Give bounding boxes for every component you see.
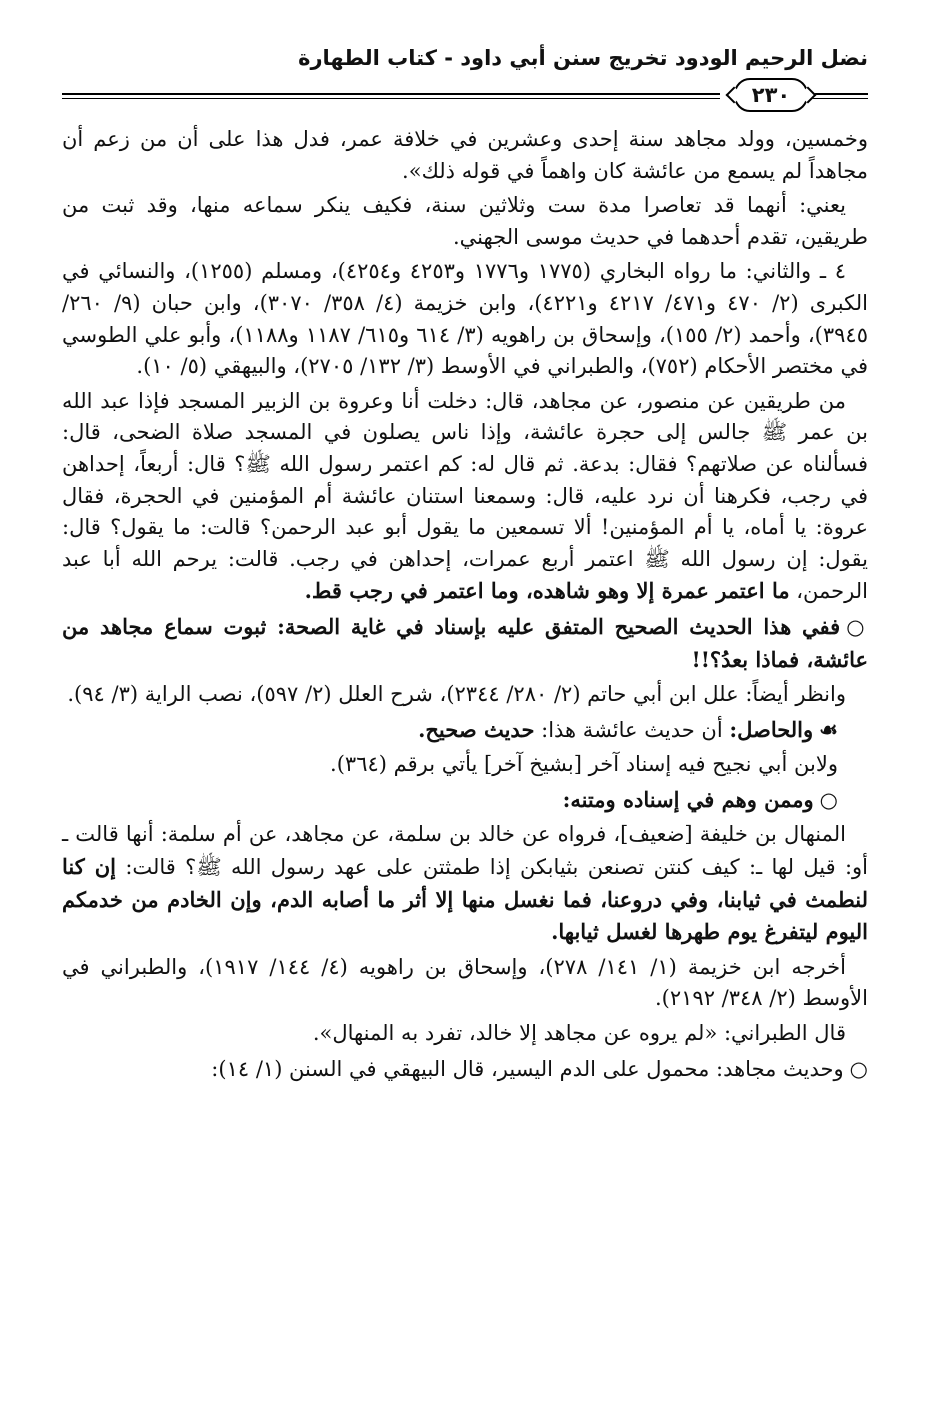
paragraph <box>62 386 868 608</box>
paragraph-text: أخرجه ابن خزيمة (١/ ١٤١/ ٢٧٨)، وإسحاق بن راهويه (٤/ ١٤٤/ ١٩١٧)، والطبراني في الأوسط (٢/ ٣٤٨/ ٢١٩٢). <box>62 954 868 1011</box>
paragraph-bold-text: وممن وهم في إسناده ومتنه: <box>562 786 814 812</box>
paragraph-text: يعني: أنهما قد تعاصرا مدة ست وثلاثين سنة، فكيف ينكر سماعه منها، وقد ثبت من طريقين، تقدم أحدهما في حديث موسى الجهني. <box>62 193 868 249</box>
page-body <box>62 124 868 1088</box>
paragraph-text: وحديث مجاهد: محمول على الدم اليسير، قال البيهقي في السنن (١/ ١٤): <box>211 1056 844 1081</box>
paragraph <box>62 1018 868 1050</box>
paragraph <box>62 714 868 747</box>
paragraph <box>62 679 868 711</box>
paragraph <box>62 1053 868 1086</box>
paragraph <box>62 819 868 948</box>
header-rule <box>62 98 720 99</box>
paragraph-text: وانظر أيضاً: علل ابن أبي حاتم (٢/ ٢٨٠/ ٢٣٤٤)، شرح العلل (٢/ ٥٩٧)، نصب الراية (٣/ ٩٤). <box>67 682 846 707</box>
paragraph-text: ٤ ـ والثاني: ما رواه البخاري (١٧٧٥ و١٧٧٦ و٤٢٥٣ و٤٢٥٤)، ومسلم (١٢٥٥)، والنسائي في الكبرى (٢/ ٤٧٠ و٤٧١/ ٤٢١٧ و٤٢٢١)، وابن خزيمة (٤/ ٣٥٨/ ٣٠٧٠)، وابن حبان (٩/ ٢٦٠/ ٣٩٤٥)، وأحمد (٢/ ١٥٥)، وإسحاق بن راهويه (٣/ ٦١٤ و٦١٥/ ١١٨٧ و١١٨٨)، وأبو علي الطوسي في مختصر الأحكام (٧٥٢)، والطبراني في الأوسط (٣/ ١٣٢/ ٢٧٠٥)، والبيهقي (٥/ ١٠). <box>62 259 868 379</box>
paragraph <box>62 611 868 676</box>
header-rule-row <box>62 78 868 114</box>
paragraph-bold-text: والحاصل: <box>729 716 814 742</box>
paragraph-text: وخمسين، وولد مجاهد سنة إحدى وعشرين في خلافة عمر، فدل هذا على أن من زعم أن مجاهداً لم يسمع من عائشة كان واهماً في قوله ذلك». <box>62 127 868 183</box>
paragraph <box>62 749 868 781</box>
circle-bullet-icon: ○ <box>849 1055 868 1081</box>
circle-bullet-icon: ○ <box>819 786 838 812</box>
paragraph-bold-text: ففي هذا الحديث الصحيح المتفق عليه بإسناد في غاية الصحة: ثبوت سماع مجاهد من عائشة، فماذا بعدُ؟!! <box>62 613 868 672</box>
paragraph <box>62 952 868 1015</box>
paragraph-text: قال الطبراني: «لم يروه عن مجاهد إلا خالد، تفرد به المنهال». <box>312 1021 846 1046</box>
paragraph <box>62 190 868 253</box>
page-number-badge: ٢٣٠ <box>734 78 808 112</box>
paragraph-text: المنهال بن خليفة [ضعيف]، فرواه عن خالد بن سلمة، عن مجاهد، عن أم سلمة: أنها قالت ـ أو: قيل لها ـ: كيف كنتن تصنعن بثيابكن إذا طمثتن على عهد رسول الله ﷺ؟ قالت: <box>62 822 868 880</box>
leaf-bullet-icon: ☙ <box>819 716 838 742</box>
book-page <box>62 38 868 1378</box>
running-header-title: نضل الرحيم الودود تخريج سنن أبي داود - كتاب الطهارة <box>298 46 868 70</box>
paragraph-text: أن حديث عائشة هذا: <box>541 717 723 742</box>
paragraph <box>62 124 868 187</box>
paragraph-bold-text: ما اعتمر عمرة إلا وهو شاهده، وما اعتمر في رجب قط. <box>304 578 790 604</box>
paragraph <box>62 256 868 382</box>
paragraph-text: ولابن أبي نجيح فيه إسناد آخر [بشيخ آخر] يأتي برقم (٣٦٤). <box>330 752 838 777</box>
paragraph-bold-text: حديث صحيح. <box>418 716 535 742</box>
header-rule <box>808 98 868 99</box>
paragraph <box>62 784 868 817</box>
circle-bullet-icon: ○ <box>846 613 868 639</box>
header-rule <box>808 93 868 95</box>
header-rule <box>62 93 720 95</box>
paragraph-bold-text: إن كنا لنطمث في ثيابنا، وفي دروعنا، فما نغسل منها إلا أثر ما أصابه الدم، وإن الخادم من خدمكم اليوم ليتفرغ يوم طهرها لغسل ثيابها. <box>62 854 868 945</box>
paragraph-text: من طريقين عن منصور، عن مجاهد، قال: دخلت أنا وعروة بن الزبير المسجد فإذا عبد الله بن عمر ﷺ جالس إلى حجرة عائشة، وإذا ناس يصلون في المسجد صلاة الضحى، قال: فسألناه عن صلاتهم؟ فقال: بدعة. ثم قال له: كم اعتمر رسول الله ﷺ؟ قال: أربعاً، إحداهن في رجب، فكرهنا أن نرد عليه، قال: وسمعنا استنان عائشة أم المؤمنين في الحجرة، فقال عروة: يا أماه، يا أم المؤمنين! ألا تسمعين ما يقول أبو عبد الرحمن؟ قالت: ما يقول؟ قال: يقول: إن رسول الله ﷺ اعتمر أربع عمرات، إحداهن في رجب. قالت: يرحم الله أبا عبد الرحمن، <box>62 388 868 604</box>
